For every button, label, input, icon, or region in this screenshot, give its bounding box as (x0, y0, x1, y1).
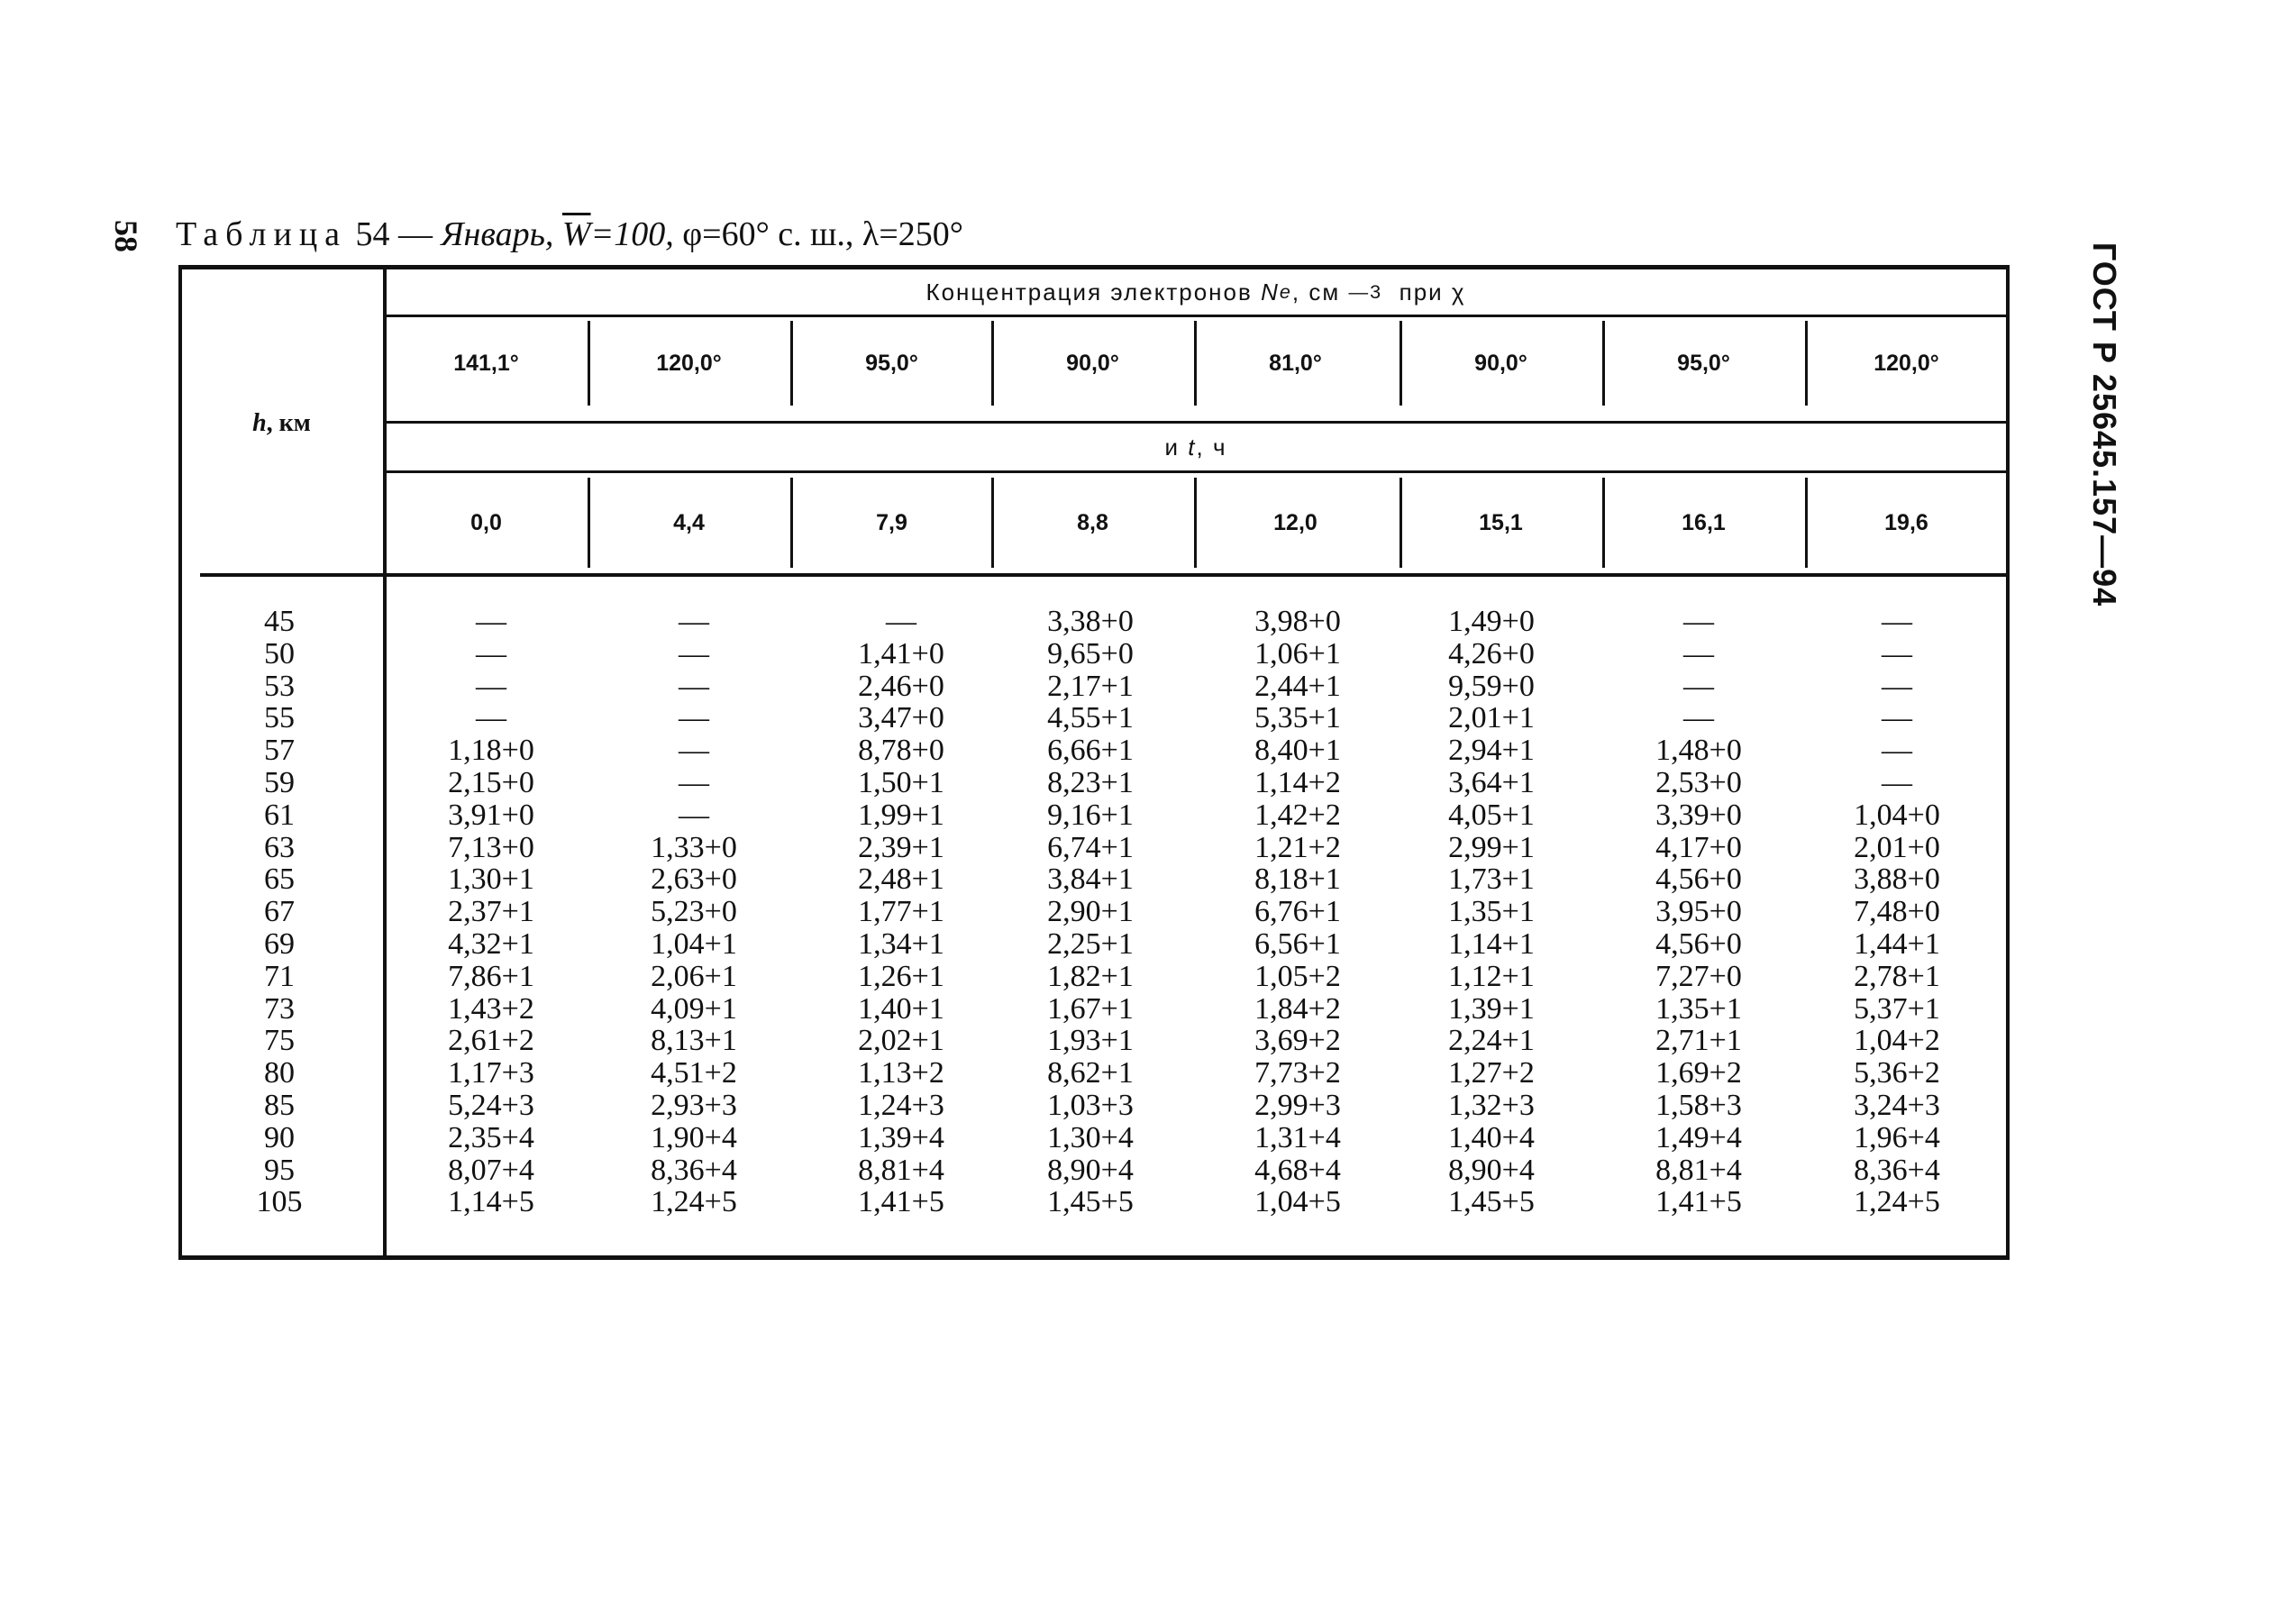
height-cell: 45 (264, 605, 295, 638)
value-cell: 1,14+2 (1254, 765, 1341, 799)
value-cell: 8,81+4 (1655, 1153, 1742, 1187)
value-cell: 2,71+1 (1655, 1024, 1742, 1058)
chi-value-cell: 81,0° (1269, 350, 1322, 376)
value-cell: 4,09+1 (651, 991, 737, 1026)
height-cell: 75 (264, 1024, 295, 1058)
value-cell: 5,24+3 (448, 1088, 534, 1122)
value-cell: 3,38+0 (1047, 605, 1134, 638)
time-symbol: t (1188, 433, 1197, 461)
value-cell: 4,51+2 (651, 1056, 737, 1090)
value-cell: 1,30+4 (1047, 1120, 1134, 1154)
height-unit: , км (266, 409, 311, 437)
time-value-cell: 8,8 (1077, 509, 1108, 535)
time-value-cell: 7,9 (876, 509, 907, 535)
value-cell: 9,59+0 (1448, 669, 1535, 703)
value-cell: 3,91+0 (448, 798, 534, 832)
value-cell: 1,17+3 (448, 1056, 534, 1090)
chi-value-cell: 141,1° (453, 350, 519, 376)
height-cell: 80 (264, 1056, 295, 1090)
value-cell: 1,49+4 (1655, 1120, 1742, 1154)
value-cell: — (679, 701, 709, 735)
value-cell: 3,95+0 (1655, 895, 1742, 929)
value-cell: — (1882, 669, 1912, 703)
value-cell: 4,17+0 (1655, 830, 1742, 864)
value-cell: 2,37+1 (448, 895, 534, 929)
standard-code: ГОСТ Р 25645.157—94 (2086, 242, 2123, 607)
value-cell: 1,03+3 (1047, 1088, 1134, 1122)
height-cell: 69 (264, 926, 295, 961)
time-unit: , ч (1196, 433, 1227, 461)
time-value-cell: 12,0 (1273, 509, 1317, 535)
value-column (1401, 606, 1582, 1218)
time-value-cell: 15,1 (1479, 509, 1523, 535)
value-cell: 3,39+0 (1655, 798, 1742, 832)
caption-prefix: Таблица (176, 215, 348, 253)
stub-rule (383, 265, 387, 1260)
value-cell: — (476, 605, 506, 638)
value-cell: — (476, 636, 506, 671)
value-cell: 1,13+2 (858, 1056, 944, 1090)
value-cell: 8,36+4 (651, 1153, 737, 1187)
value-cell: 9,16+1 (1047, 798, 1134, 832)
value-cell: 2,61+2 (448, 1024, 534, 1058)
value-cell: 4,32+1 (448, 926, 534, 961)
value-cell: 1,05+2 (1254, 959, 1341, 993)
value-cell: 1,96+4 (1854, 1120, 1940, 1154)
time-header (385, 424, 2007, 470)
value-cell: 1,33+0 (651, 830, 737, 864)
caption-dash: — (398, 215, 433, 253)
table-bottom-rule (178, 1255, 2010, 1260)
height-cell: 50 (264, 636, 295, 671)
value-cell: 1,40+1 (858, 991, 944, 1026)
value-cell: 1,40+4 (1448, 1120, 1535, 1154)
value-cell: 4,68+4 (1254, 1153, 1341, 1187)
value-cell: 1,43+2 (448, 991, 534, 1026)
time-prefix: и (1164, 433, 1181, 461)
time-value-cell: 19,6 (1884, 509, 1928, 535)
value-cell: 2,90+1 (1047, 895, 1134, 929)
value-cell: 1,42+2 (1254, 798, 1341, 832)
time-value-cell: 16,1 (1682, 509, 1726, 535)
value-cell: 1,24+5 (651, 1185, 737, 1219)
time-value-cell: 4,4 (673, 509, 705, 535)
value-cell: — (679, 734, 709, 768)
value-cell: 1,24+3 (858, 1088, 944, 1122)
value-cell: 1,77+1 (858, 895, 944, 929)
value-cell: 2,25+1 (1047, 926, 1134, 961)
value-cell: 2,15+0 (448, 765, 534, 799)
value-cell: 1,35+1 (1448, 895, 1535, 929)
chi-value-cell: 120,0° (656, 350, 722, 376)
value-cell: 7,86+1 (448, 959, 534, 993)
value-cell: — (679, 669, 709, 703)
caption-latitude: φ=60° с. ш., (682, 215, 854, 253)
concentration-header (385, 270, 2007, 314)
value-cell: — (1882, 701, 1912, 735)
value-cell: 8,62+1 (1047, 1056, 1134, 1090)
value-cell: — (1882, 765, 1912, 799)
value-cell: 8,18+1 (1254, 862, 1341, 897)
value-cell: — (1882, 605, 1912, 638)
header-rule-2 (385, 421, 2008, 424)
caption-longitude: λ=250° (862, 215, 963, 253)
height-cell: 63 (264, 830, 295, 864)
value-cell: 2,35+4 (448, 1120, 534, 1154)
height-cell: 61 (264, 798, 295, 832)
value-cell: 6,74+1 (1047, 830, 1134, 864)
value-cell: 2,99+3 (1254, 1088, 1341, 1122)
value-cell: 2,46+0 (858, 669, 944, 703)
value-cell: 2,94+1 (1448, 734, 1535, 768)
value-cell: — (476, 701, 506, 735)
value-cell: 2,53+0 (1655, 765, 1742, 799)
value-cell: 4,55+1 (1047, 701, 1134, 735)
value-cell: 1,24+5 (1854, 1185, 1940, 1219)
height-cell: 105 (256, 1185, 303, 1219)
header-rule-3 (385, 470, 2008, 473)
height-cell: 73 (264, 991, 295, 1026)
value-cell: 8,81+4 (858, 1153, 944, 1187)
value-cell: — (679, 636, 709, 671)
height-cell: 95 (264, 1153, 295, 1187)
value-cell: 2,44+1 (1254, 669, 1341, 703)
chi-value-cell: 95,0° (1677, 350, 1730, 376)
value-cell: 6,56+1 (1254, 926, 1341, 961)
value-cell: — (679, 765, 709, 799)
value-cell: 3,69+2 (1254, 1024, 1341, 1058)
value-column (1609, 606, 1789, 1218)
value-cell: 2,02+1 (858, 1024, 944, 1058)
chi-value-cell: 90,0° (1474, 350, 1527, 376)
value-cell: 4,56+0 (1655, 926, 1742, 961)
value-cell: 7,73+2 (1254, 1056, 1341, 1090)
height-cell: 90 (264, 1120, 295, 1154)
value-cell: 2,17+1 (1047, 669, 1134, 703)
value-cell: 2,06+1 (651, 959, 737, 993)
value-cell: 4,05+1 (1448, 798, 1535, 832)
caption-w-symbol: $\overline{W}$ (561, 215, 591, 253)
value-cell: 8,36+4 (1854, 1153, 1940, 1187)
value-cell: — (1683, 701, 1714, 735)
value-cell: 2,01+1 (1448, 701, 1535, 735)
value-cell: 1,04+0 (1854, 798, 1940, 832)
caption-number: 54 (355, 215, 390, 253)
value-cell: 1,93+1 (1047, 1024, 1134, 1058)
value-cell: 1,45+5 (1448, 1185, 1535, 1219)
value-cell: 5,23+0 (651, 895, 737, 929)
unit-label: , см (1291, 278, 1341, 306)
value-cell: 5,36+2 (1854, 1056, 1940, 1090)
value-cell: 1,39+1 (1448, 991, 1535, 1026)
chi-value-cell: 120,0° (1873, 350, 1939, 376)
value-cell: 2,39+1 (858, 830, 944, 864)
value-cell: 3,47+0 (858, 701, 944, 735)
value-cell: 2,63+0 (651, 862, 737, 897)
value-cell: 3,24+3 (1854, 1088, 1940, 1122)
value-cell: 1,41+0 (858, 636, 944, 671)
value-cell: 7,27+0 (1655, 959, 1742, 993)
value-cell: 8,90+4 (1047, 1153, 1134, 1187)
height-cell: 65 (264, 862, 295, 897)
value-cell: 2,78+1 (1854, 959, 1940, 993)
value-cell: 2,24+1 (1448, 1024, 1535, 1058)
value-cell: 9,65+0 (1047, 636, 1134, 671)
value-cell: — (1683, 636, 1714, 671)
height-column (207, 606, 351, 1218)
value-cell: 1,82+1 (1047, 959, 1134, 993)
concentration-label: Концентрация электронов (925, 278, 1253, 306)
value-cell: 5,37+1 (1854, 991, 1940, 1026)
value-cell: — (679, 605, 709, 638)
value-cell: 1,45+5 (1047, 1185, 1134, 1219)
value-cell: 1,06+1 (1254, 636, 1341, 671)
height-column-header (180, 379, 383, 469)
value-cell: 6,66+1 (1047, 734, 1134, 768)
value-cell: — (679, 798, 709, 832)
value-cell: 3,88+0 (1854, 862, 1940, 897)
table-caption (176, 214, 963, 254)
value-cell: 6,76+1 (1254, 895, 1341, 929)
value-cell: 1,04+2 (1854, 1024, 1940, 1058)
value-column (401, 606, 581, 1218)
chi-value-cell: 90,0° (1066, 350, 1119, 376)
value-cell: 3,84+1 (1047, 862, 1134, 897)
value-cell: 8,78+0 (858, 734, 944, 768)
value-cell: 8,07+4 (448, 1153, 534, 1187)
chi-value-cell: 95,0° (865, 350, 918, 376)
height-cell: 57 (264, 734, 295, 768)
chi-label: при χ (1399, 278, 1466, 306)
value-cell: 1,49+0 (1448, 605, 1535, 638)
value-column (1807, 606, 1987, 1218)
value-column (1000, 606, 1181, 1218)
time-value-cell: 0,0 (470, 509, 502, 535)
value-cell: 3,64+1 (1448, 765, 1535, 799)
value-cell: — (1882, 734, 1912, 768)
value-cell: 1,73+1 (1448, 862, 1535, 897)
value-cell: 1,21+2 (1254, 830, 1341, 864)
value-cell: 3,98+0 (1254, 605, 1341, 638)
height-cell: 71 (264, 959, 295, 993)
value-cell: 8,40+1 (1254, 734, 1341, 768)
value-cell: 1,84+2 (1254, 991, 1341, 1026)
value-cell: 1,50+1 (858, 765, 944, 799)
value-cell: 1,44+1 (1854, 926, 1940, 961)
value-cell: 1,58+3 (1655, 1088, 1742, 1122)
value-cell: — (1882, 636, 1912, 671)
value-cell: 7,13+0 (448, 830, 534, 864)
value-column (811, 606, 991, 1218)
table-right-rule (2006, 265, 2010, 1260)
value-cell: 4,26+0 (1448, 636, 1535, 671)
value-cell: 8,90+4 (1448, 1153, 1535, 1187)
value-cell: 1,27+2 (1448, 1056, 1535, 1090)
header-bottom-rule (200, 573, 2008, 577)
value-cell: 2,01+0 (1854, 830, 1940, 864)
value-column (604, 606, 784, 1218)
value-cell: — (1683, 669, 1714, 703)
caption-w-value: =100, (590, 215, 674, 253)
value-cell: 1,04+1 (651, 926, 737, 961)
value-cell: 1,39+4 (858, 1120, 944, 1154)
height-cell: 85 (264, 1088, 295, 1122)
table-top-rule (178, 265, 2010, 269)
value-cell: 1,41+5 (858, 1185, 944, 1219)
value-cell: 2,99+1 (1448, 830, 1535, 864)
value-cell: 1,67+1 (1047, 991, 1134, 1026)
value-column (1208, 606, 1388, 1218)
height-cell: 55 (264, 701, 295, 735)
value-cell: 1,41+5 (1655, 1185, 1742, 1219)
value-cell: 5,35+1 (1254, 701, 1341, 735)
value-cell: 1,30+1 (448, 862, 534, 897)
value-cell: 1,18+0 (448, 734, 534, 768)
value-cell: 2,48+1 (858, 862, 944, 897)
height-cell: 59 (264, 765, 295, 799)
value-cell: 1,04+5 (1254, 1185, 1341, 1219)
value-cell: 1,90+4 (651, 1120, 737, 1154)
header-rule-1 (385, 315, 2008, 317)
value-cell: 1,14+1 (1448, 926, 1535, 961)
value-cell: 1,32+3 (1448, 1088, 1535, 1122)
value-cell: 8,23+1 (1047, 765, 1134, 799)
unit-exponent: —3 (1348, 280, 1383, 303)
value-cell: 1,12+1 (1448, 959, 1535, 993)
value-cell: 1,26+1 (858, 959, 944, 993)
value-cell: — (476, 669, 506, 703)
value-cell: 8,13+1 (651, 1024, 737, 1058)
height-cell: 53 (264, 669, 295, 703)
height-symbol: h (252, 409, 267, 437)
ne-symbol: N (1261, 278, 1280, 306)
value-cell: 1,14+5 (448, 1185, 534, 1219)
value-cell: 1,35+1 (1655, 991, 1742, 1026)
value-cell: — (886, 605, 916, 638)
value-cell: 1,69+2 (1655, 1056, 1742, 1090)
value-cell: 2,93+3 (651, 1088, 737, 1122)
value-cell: 1,34+1 (858, 926, 944, 961)
page-number: 58 (108, 220, 144, 252)
value-cell: 7,48+0 (1854, 895, 1940, 929)
value-cell: — (1683, 605, 1714, 638)
ne-subscript: e (1279, 280, 1292, 303)
value-cell: 1,48+0 (1655, 734, 1742, 768)
value-cell: 4,56+0 (1655, 862, 1742, 897)
height-cell: 67 (264, 895, 295, 929)
value-cell: 1,31+4 (1254, 1120, 1341, 1154)
value-cell: 1,99+1 (858, 798, 944, 832)
caption-month: Январь, (441, 215, 554, 253)
